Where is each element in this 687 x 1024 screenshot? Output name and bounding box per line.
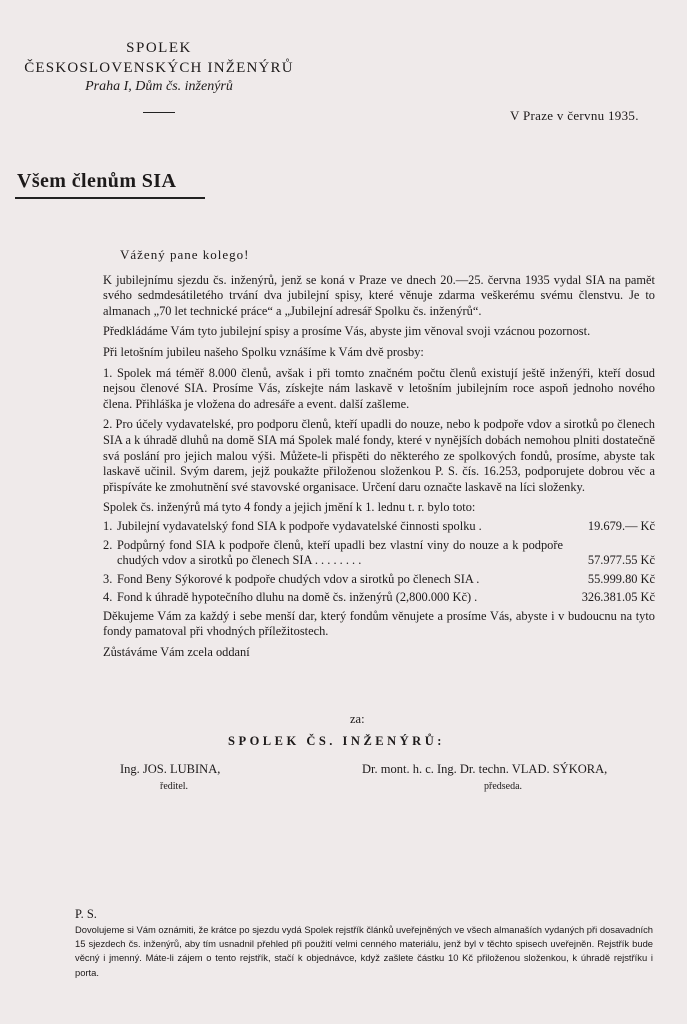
paragraph-thanks: Děkujeme Vám za každý i sebe menší dar, který fondům věnujete a prosíme Vás, abyste i v budoucnu na tyto fondy pamatoval při vhodných příležitostech. xyxy=(103,608,655,639)
signatory-right-name: Dr. mont. h. c. Ing. Dr. techn. VLAD. SÝKORA, xyxy=(362,762,608,776)
signatory-left-name: Ing. JOS. LUBINA, xyxy=(120,762,221,776)
fund-amount: 57.977.55 Kč xyxy=(587,553,655,568)
fund-amount: 19.679.— Kč xyxy=(587,518,655,533)
paragraph-presentation: Předkládáme Vám tyto jubilejní spisy a prosíme Vás, abyste jim věnoval svoji vzácnou pozornost. xyxy=(103,324,591,339)
fund-description: Podpůrný fond SIA k podpoře členů, kteří upadli bez vlastní viny do nouze a k podpoře chudých vdov a sirotků po členech SIA . . . . . . . . xyxy=(117,537,563,568)
fund-amount: 55.999.80 Kč xyxy=(587,571,655,586)
letterhead-divider xyxy=(143,112,175,113)
fund-number: 3. xyxy=(103,571,113,586)
letter-heading: Všem členům SIA xyxy=(17,170,177,192)
paragraph-request-2: 2. Pro účely vydavatelské, pro podporu členů, kteří upadli do nouze, nebo k podpoře vdov a sirotků po členech SIA a k úhradě dluhů na domě SIA má Spolek malé fondy, které v nynějších dobách nemohou plniti dostatečně svá poslání pro jejich malou výši. Můžete-li přispěti do některého ze spolkových fondů, prosíme, abyste tak laskavě učinil. Svým darem, jejž poukažte přiloženou složenkou P. S. čís. 16.253, podporujete dobrou věc a přispíváte ke zmohutnění své stavovské organisace. Určení daru označte laskavě na líci složenky. xyxy=(103,417,655,494)
place-date: V Praze v červnu 1935. xyxy=(510,108,639,123)
fund-amount: 326.381.05 Kč xyxy=(581,590,655,605)
letterhead xyxy=(14,38,304,113)
greeting: Vážený pane kolego! xyxy=(120,247,250,262)
fund-row xyxy=(103,590,655,606)
fund-description: Jubilejní vydavatelský fond SIA k podpoře vydavatelské činnosti spolku . xyxy=(117,518,482,533)
paragraph-request-1: 1. Spolek má téměř 8.000 členů, avšak i při tomto značném počtu členů existují ještě inženýři, kteří dosud nejsou členové SIA. Prosíme Vás, získejte nám laskavě v letošním jubilejním roce aspoň jednoho nového člena. Přihláška je vložena do adresáře a event. další zašleme. xyxy=(103,365,655,411)
fund-row xyxy=(103,572,655,588)
fund-number: 4. xyxy=(103,590,113,605)
fund-description: Fond Beny Sýkorové k podpoře chudých vdov a sirotků po členech SIA . xyxy=(117,571,480,586)
org-address: Praha I, Dům čs. inženýrů xyxy=(85,79,233,94)
postscript-label: P. S. xyxy=(75,907,97,921)
fund-number: 2. xyxy=(103,537,113,552)
funds-intro: Spolek čs. inženýrů má tyto 4 fondy a jejich jmění k 1. lednu t. r. bylo toto: xyxy=(103,500,476,515)
signature-organization: SPOLEK ČS. INŽENÝRŮ: xyxy=(228,734,445,748)
fund-number: 1. xyxy=(103,518,113,533)
fund-description: Fond k úhradě hypotečního dluhu na domě čs. inženýrů (2,800.000 Kč) . xyxy=(117,590,478,605)
fund-row xyxy=(103,519,655,535)
paragraph-intro: K jubilejnímu sjezdu čs. inženýrů, jenž se koná v Praze ve dnech 20.—25. června 1935 vydal SIA na pamět svého sedmdesátiletého trvání dva jubilejní spisy, které věnuje zdarma veškerému svému členstvu. Je to almanach „70 let technické práce“ a „Jubilejní adresář Spolku čs. inženýrů“. xyxy=(103,272,655,318)
paragraph-requests: Při letošním jubileu našeho Spolku vznášíme k Vám dvě prosby: xyxy=(103,344,424,359)
org-name-line2: ČESKOSLOVENSKÝCH INŽENÝRŮ xyxy=(24,60,294,76)
signature-for: za: xyxy=(350,712,365,726)
postscript-text: Dovolujeme si Vám oznámiti, že krátce po sjezdu vydá Spolek rejstřík článků uveřejněných ve všech almanaších vydaných při dosavadních 15 sjezdech čs. inženýrů, aby tím usnadnil přehled při použití velmi cenného materiálu, jenž byl v těchto spisech uveřejněn. Rejstřík bude věcný i jmenný. Máte-li zájem o tento rejstřík, stačí k objednávce, když zašlete částku 10 Kč přiloženou složenkou, k úhradě rejstříku i porta. xyxy=(75,924,653,978)
heading-underline xyxy=(15,197,205,199)
signatory-left-role: ředitel. xyxy=(160,781,189,792)
letter-body xyxy=(103,247,655,666)
closing-line: Zůstáváme Vám zcela oddaní xyxy=(103,645,250,660)
fund-row xyxy=(103,538,655,569)
org-name-line1: SPOLEK xyxy=(126,40,192,56)
signatory-right-role: předseda. xyxy=(484,781,523,792)
